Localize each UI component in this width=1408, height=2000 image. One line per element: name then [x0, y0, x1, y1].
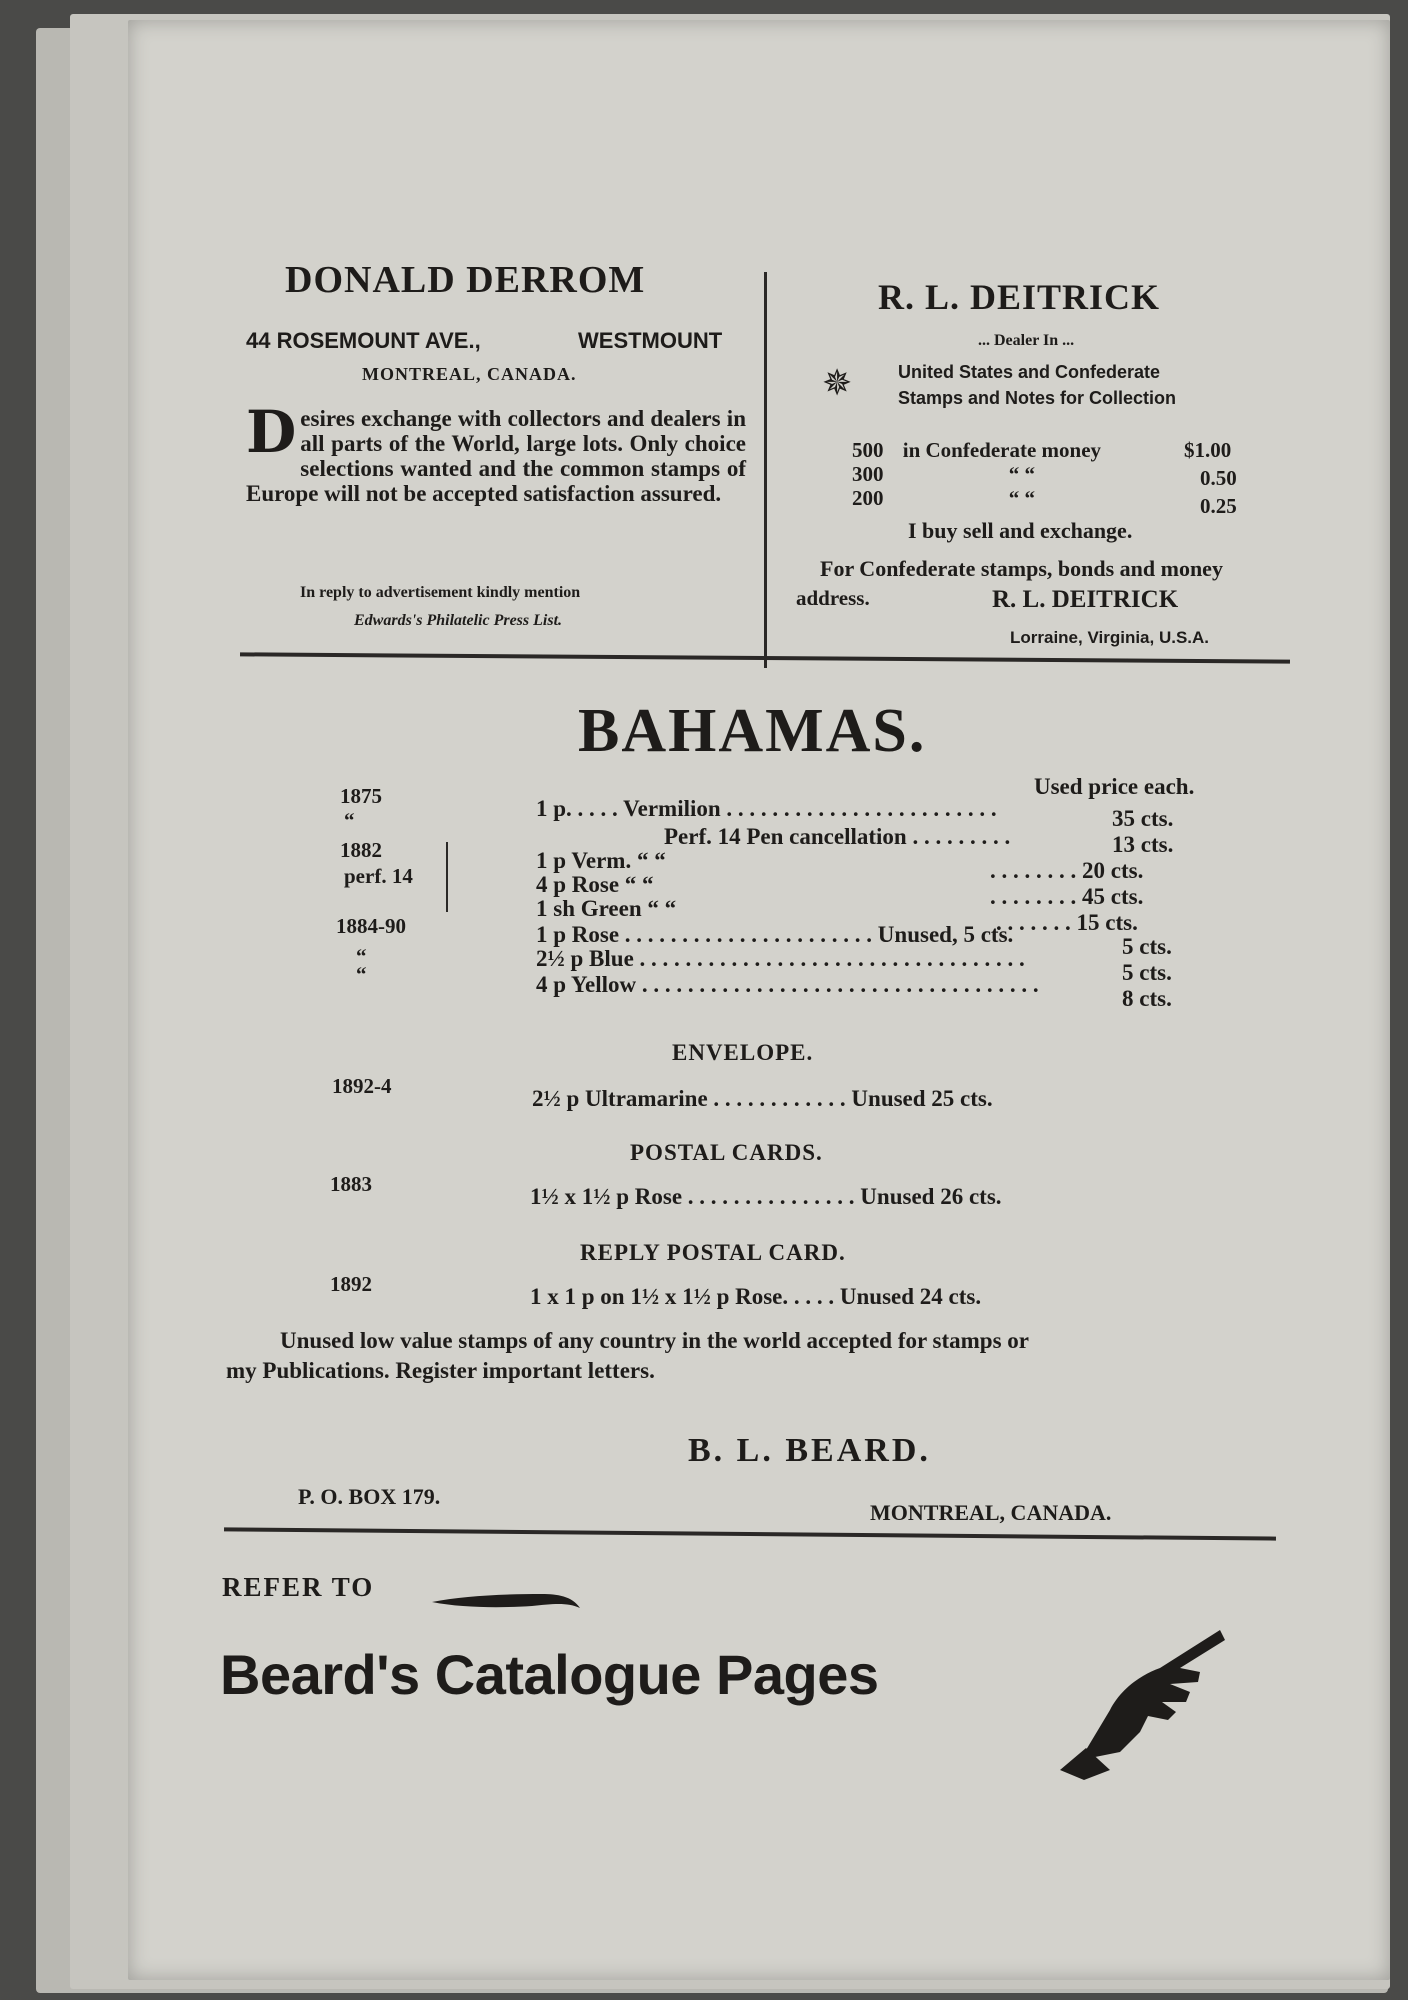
row-year: “: [356, 944, 367, 968]
postal-cards-title: POSTAL CARDS.: [630, 1140, 823, 1165]
envelope-desc: 2½ p Ultramarine . . . . . . . . . . . . Unused 25 cts.: [532, 1086, 993, 1111]
envelope-year: 1892-4: [332, 1074, 392, 1098]
reply-mention: In reply to advertisement kindly mention: [300, 584, 581, 601]
left-ad-body-text: esires exchange with collectors and dealers in all parts of the World, large lots. Only choice selections wanted and the common stamps of Europe will not be accepted satisfaction assured.: [246, 406, 746, 506]
row-desc: 2½ p Blue . . . . . . . . . . . . . . . . . . . . . . . . . . . . . . . . . .: [536, 946, 1025, 971]
ads-divider-vertical: [764, 272, 767, 668]
row-year: perf. 14: [344, 864, 413, 888]
row-desc: 4 p Yellow . . . . . . . . . . . . . . . . . . . . . . . . . . . . . . . . . . .: [536, 972, 1039, 997]
row-desc: 1 p. . . . . Vermilion . . . . . . . . . . . . . . . . . . . . . . . .: [536, 796, 997, 821]
row-year: “: [356, 962, 367, 986]
right-ad-dealer: ... Dealer In ...: [978, 332, 1075, 349]
row-price: 13 cts.: [1112, 832, 1174, 857]
postal-desc: 1½ x 1½ p Rose . . . . . . . . . . . . . . . Unused 26 cts.: [530, 1184, 1002, 1209]
row-desc: 1 p Verm. “ “: [536, 848, 666, 873]
pointing-hand-icon: [1050, 1620, 1230, 1785]
right-ad-spec-line1: United States and Confederate: [898, 362, 1161, 382]
beard-name: B. L. BEARD.: [688, 1432, 931, 1469]
row-desc: Perf. 14 Pen cancellation . . . . . . . . .: [664, 824, 1011, 849]
quill-pen-icon: [432, 1588, 582, 1619]
bahamas-bracket: [446, 842, 448, 912]
row-year: 1882: [340, 838, 382, 862]
right-ad-buy-line: I buy sell and exchange.: [908, 518, 1133, 543]
left-ad-city: MONTREAL, CANADA.: [362, 364, 577, 384]
row-price: 35 cts.: [1112, 806, 1174, 831]
bahamas-title: BAHAMAS.: [578, 697, 927, 765]
right-ad-location: Lorraine, Virginia, U.S.A.: [1010, 628, 1210, 647]
money-desc: in Confederate money: [902, 438, 1102, 462]
left-ad-district: WESTMOUNT: [578, 328, 723, 353]
row-year: 1884-90: [336, 914, 406, 938]
right-ad-name: R. L. DEITRICK: [878, 277, 1161, 317]
money-row: [852, 462, 1035, 487]
row-desc: 1 p Rose . . . . . . . . . . . . . . . . . . . . . . Unused, 5 cts.: [536, 922, 1014, 947]
dropcap-letter: D: [246, 398, 297, 466]
money-row: [852, 438, 1101, 463]
row-price: . . . . . . . . 20 cts.: [990, 858, 1144, 883]
row-price: 8 cts.: [1122, 986, 1172, 1011]
money-qty: 300: [852, 462, 884, 486]
row-price: . . . . . . . 15 cts.: [996, 910, 1138, 935]
refer-to: REFER TO: [222, 1572, 375, 1602]
right-ad-name-repeat: R. L. DEITRICK: [992, 586, 1179, 613]
reply-desc: 1 x 1 p on 1½ x 1½ p Rose. . . . . Unused 24 cts.: [530, 1284, 982, 1309]
postal-year: 1883: [330, 1172, 372, 1196]
reply-postal-title: REPLY POSTAL CARD.: [580, 1240, 846, 1265]
row-desc: 4 p Rose “ “: [536, 872, 654, 897]
used-price-header: Used price each.: [1034, 774, 1195, 799]
row-price: 5 cts.: [1122, 960, 1172, 985]
envelope-title: ENVELOPE.: [672, 1040, 814, 1065]
row-desc: 1 sh Green “ “: [536, 896, 677, 921]
money-price: 0.50: [1200, 466, 1237, 490]
money-price: $1.00: [1184, 438, 1232, 462]
money-qty: 500: [852, 438, 884, 462]
notice-line2: my Publications. Register important letters.: [226, 1358, 655, 1383]
row-price: 5 cts.: [1122, 934, 1172, 959]
right-ad-spec-line2: Stamps and Notes for Collection: [898, 388, 1177, 408]
notice-line1: Unused low value stamps of any country in the world accepted for stamps or: [280, 1328, 1029, 1353]
left-ad-name: DONALD DERROM: [285, 259, 646, 301]
money-price: 0.25: [1200, 494, 1237, 518]
catalogue-pages-heading: Beard's Catalogue Pages: [220, 1643, 879, 1706]
footer-city: MONTREAL, CANADA.: [870, 1500, 1112, 1525]
money-desc: “ “: [1008, 486, 1035, 510]
reply-year: 1892: [330, 1272, 372, 1296]
right-ad-confederate-line: For Confederate stamps, bonds and money: [820, 556, 1223, 581]
po-box: P. O. BOX 179.: [298, 1484, 441, 1509]
money-row: [852, 486, 1035, 511]
reply-publication: Edwards's Philatelic Press List.: [354, 612, 563, 629]
row-year: 1875: [340, 784, 382, 808]
left-ad-body: [246, 398, 746, 506]
right-ad-address-label: address.: [796, 586, 870, 610]
row-price: . . . . . . . . 45 cts.: [990, 884, 1144, 909]
star-ornament-icon: ✵: [822, 363, 853, 403]
money-desc: “ “: [1008, 462, 1035, 486]
left-ad-address: 44 ROSEMOUNT AVE.,: [246, 328, 481, 353]
row-year: “: [344, 808, 355, 832]
money-qty: 200: [852, 486, 884, 510]
